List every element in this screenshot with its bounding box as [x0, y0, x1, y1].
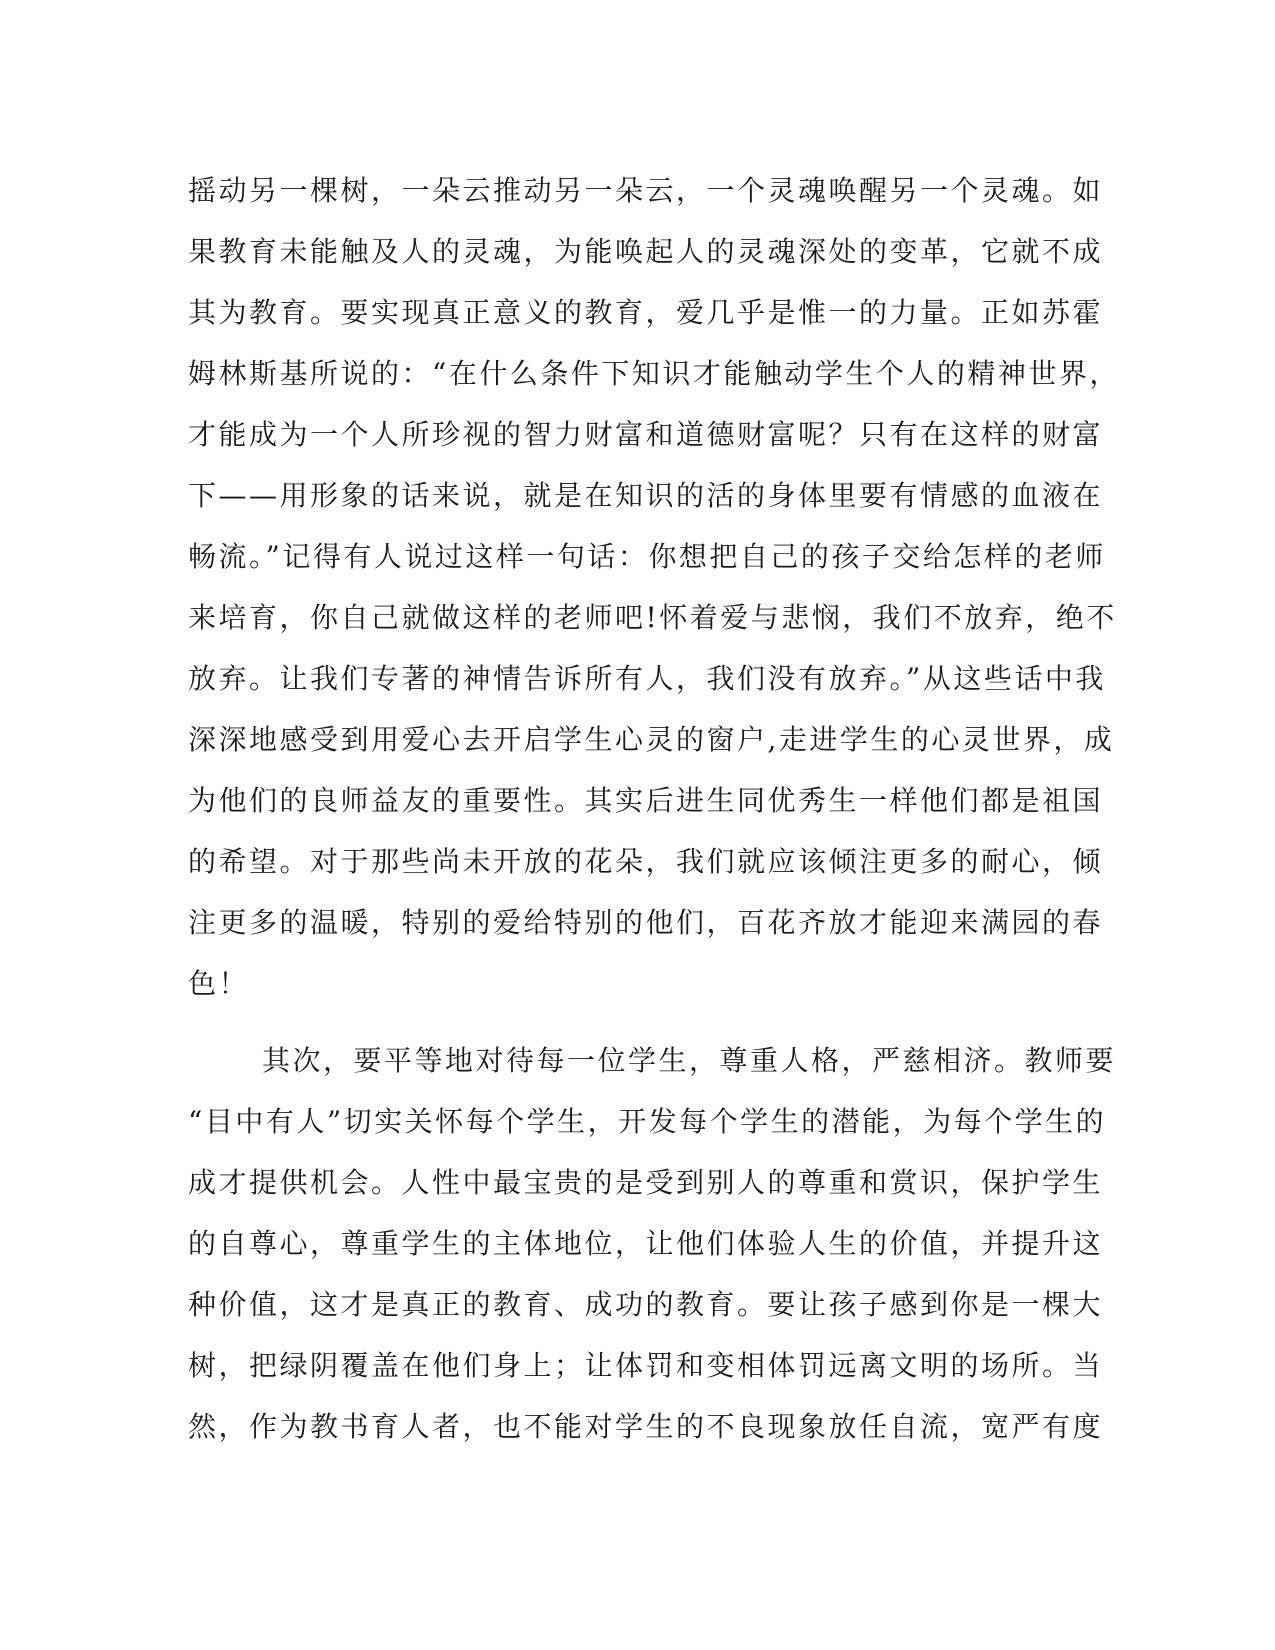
text-line: 深深地感受到用爱心去开启学生心灵的窗户,走进学生的心灵世界，成 — [188, 723, 1115, 756]
text-line: 注更多的温暖，特别的爱给特别的他们，百花齐放才能迎来满园的春 — [188, 906, 1104, 939]
text-line: 其次，要平等地对待每一位学生，尊重人格，严慈相济。教师要 — [262, 1044, 1117, 1077]
text-line: 放弃。让我们专著的神情告诉所有人，我们没有放弃。”从这些话中我 — [188, 662, 1106, 695]
text-line: 来培育，你自己就做这样的老师吧!怀着爱与悲悯，我们不放弃，绝不 — [188, 601, 1117, 634]
text-line: 姆林斯基所说的：“在什么条件下知识才能触动学生个人的精神世界， — [188, 357, 1120, 390]
paragraph-second — [188, 1030, 1117, 1457]
text-line: 才能成为一个人所珍视的智力财富和道德财富呢？只有在这样的财富 — [188, 418, 1104, 451]
text-line: 的自尊心，尊重学生的主体地位，让他们体验人生的价值，并提升这 — [188, 1227, 1104, 1260]
text-line: 然，作为教书育人者，也不能对学生的不良现象放任自流，宽严有度 — [188, 1410, 1104, 1443]
text-line: 畅流。”记得有人说过这样一句话：你想把自己的孩子交给怎样的老师 — [188, 540, 1106, 573]
text-line: 色！ — [188, 967, 250, 1000]
text-line: 下——用形象的话来说，就是在知识的活的身体里要有情感的血液在 — [188, 479, 1104, 512]
text-line: 成才提供机会。人性中最宝贵的是受到别人的尊重和赏识，保护学生 — [188, 1166, 1104, 1199]
text-line: 摇动另一棵树，一朵云推动另一朵云，一个灵魂唤醒另一个灵魂。如 — [188, 174, 1104, 207]
text-line: 树，把绿阴覆盖在他们身上；让体罚和变相体罚远离文明的场所。当 — [188, 1349, 1104, 1382]
paragraph-continued — [188, 160, 1120, 1014]
text-line: “目中有人”切实关怀每个学生，开发每个学生的潜能，为每个学生的 — [188, 1105, 1107, 1138]
text-line: 种价值，这才是真正的教育、成功的教育。要让孩子感到你是一棵大 — [188, 1288, 1104, 1321]
text-line: 为他们的良师益友的重要性。其实后进生同优秀生一样他们都是祖国 — [188, 784, 1104, 817]
text-line: 的希望。对于那些尚未开放的花朵，我们就应该倾注更多的耐心，倾 — [188, 845, 1104, 878]
text-line: 其为教育。要实现真正意义的教育，爱几乎是惟一的力量。正如苏霍 — [188, 296, 1104, 329]
text-line: 果教育未能触及人的灵魂，为能唤起人的灵魂深处的变革，它就不成 — [188, 235, 1104, 268]
